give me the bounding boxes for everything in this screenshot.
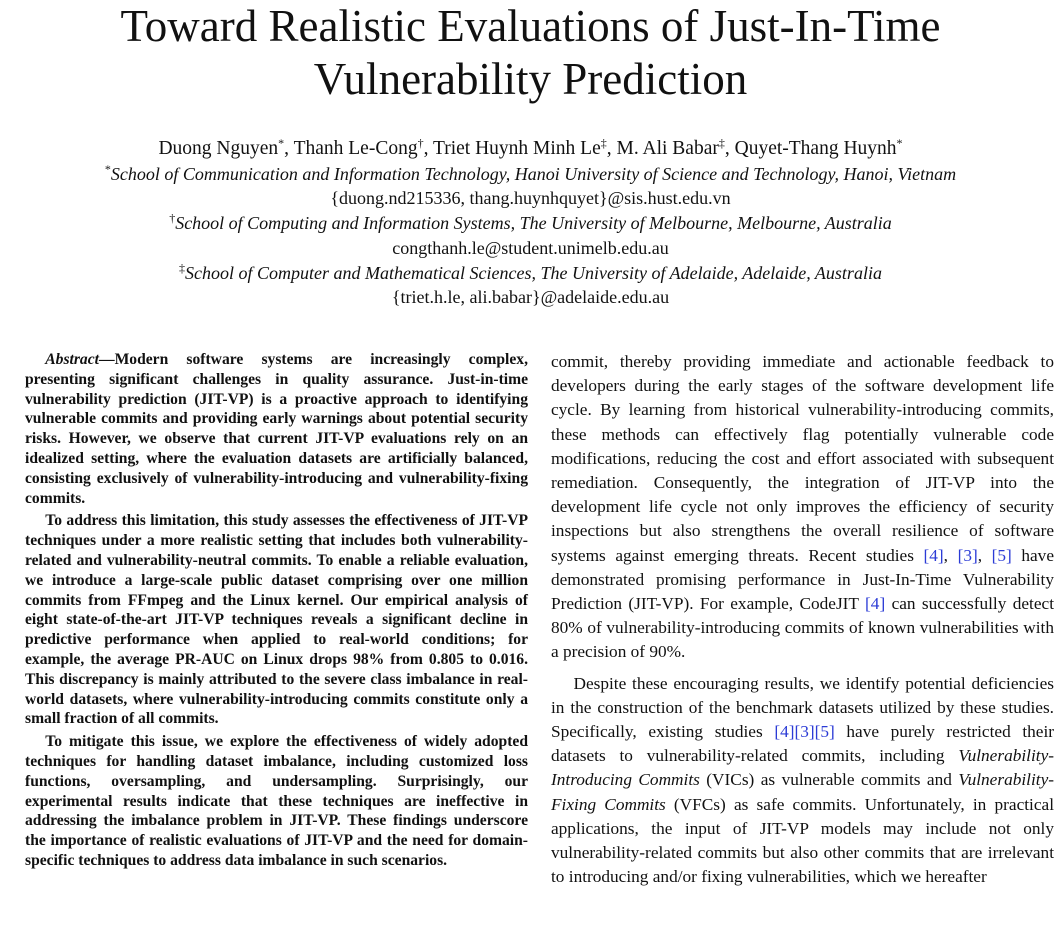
affiliation-email [0, 186, 1061, 210]
author-mark: * [278, 136, 285, 150]
affiliation-email [0, 285, 1061, 309]
citation-link[interactable]: [3] [957, 545, 978, 565]
abstract-label: Abstract [45, 351, 99, 368]
author-separator: , [284, 138, 294, 159]
body-text: can successfully detect 80% of vulnerability-introducing commits of known vulnerabilities with a precision of 90%. [551, 594, 1054, 662]
abstract-paragraph [25, 350, 528, 508]
email-text: congthanh.le@student.unimelb.edu.au [392, 238, 669, 258]
author-mark: ‡ [718, 136, 725, 150]
body-text: have demonstrated promising performance in Just-In-Time Vulnerability Prediction (JIT-VP). For example, CodeJIT [551, 545, 1054, 614]
body-text: have purely restricted their datasets to vulnerability-related commits, including [551, 722, 1055, 766]
author-separator: , [423, 138, 433, 159]
abstract-dash: — [98, 351, 115, 368]
author-separator: , [724, 138, 735, 159]
author-mark: ‡ [600, 136, 607, 150]
citation-link[interactable]: [4] [774, 722, 795, 742]
body-text: (VFCs) as safe commits. Unfortunately, in practical applications, the input of JIT-VP models may include not only vulnerability-related commits but also other commits that are irrelevant to introducing and/or fixing vulnerabilities, which we hereafter [551, 794, 1054, 887]
body-text: (VICs) as vulnerable commits and [699, 770, 959, 790]
body-column [551, 350, 1054, 889]
term-vfc: Vulnerability-Fixing Commits [551, 770, 1054, 814]
affiliation-name: School of Computer and Mathematical Sciences, The University of Adelaide, Adelaide, Australia [185, 263, 882, 283]
abstract-paragraph: To address this limitation, this study assesses the effectiveness of JIT-VP techniques under a more realistic setting that includes both vulnerability-related and vulnerability-neutral commits. To enable a reliable evaluation, we introduce a large-scale public dataset comprising over one million commits from FFmpeg and the Linux kernel. Our empirical analysis of eight state-of-the-art JIT-VP techniques reveals a significant decline in predictive performance when applied to real-world conditions; for example, the average PR-AUC on Linux drops 98% from 0.805 to 0.016. This discrepancy is mainly attributed to the severe class imbalance in real-world datasets, where vulnerability-introducing commits constitute only a small fraction of all commits. [25, 512, 528, 728]
author-name: M. Ali Babar [616, 138, 719, 159]
author-name: Triet Huynh Minh Le [432, 138, 601, 159]
affiliation-email [0, 236, 1061, 260]
abstract-column [25, 350, 528, 871]
citation-link[interactable]: [4] [923, 545, 944, 565]
abstract-text: Modern software systems are increasingly complex, presenting significant challenges in quality assurance. Just-in-time vulnerability prediction (JIT-VP) is a proactive approach to identifying vulnerable commits and providing early warnings about potential security risks. However, we observe that current JIT-VP evaluations rely on an idealized setting, where the evaluation datasets are artificially balanced, consisting exclusively of vulnerability-introducing and vulnerability-fixing commits. [25, 351, 528, 507]
abstract-paragraph: To mitigate this issue, we explore the effectiveness of widely adopted techniques for handling dataset imbalance, including customized loss functions, oversampling, and undersampling. Surprisingly, our experimental results indicate that these techniques are ineffective in addressing the imbalance problem in JIT-VP. These findings underscore the importance of realistic evaluations of JIT-VP and the need for domain-specific techniques to address data imbalance in such scenarios. [25, 733, 528, 869]
author-mark: † [417, 136, 424, 150]
body-text: Despite these encouraging results, we identify potential deficiencies in the construction of the benchmark datasets utilized by these studies. Specifically, existing studies [551, 673, 1054, 742]
citation-link[interactable]: [3] [794, 722, 815, 742]
paper-title [0, 0, 1061, 106]
author-name: Thanh Le-Cong [293, 138, 418, 159]
author-separator: , [606, 138, 617, 159]
email-text: {triet.h.le, ali.babar}@adelaide.edu.au [391, 287, 670, 307]
affiliation-name: School of Communication and Information Technology, Hanoi University of Science and Technology, Hanoi, Vietnam [110, 164, 957, 184]
affiliation-mark: ‡ [179, 261, 186, 275]
author-name: Quyet-Thang Huynh [734, 138, 897, 159]
affiliation-name: School of Computing and Information Systems, The University of Melbourne, Melbourne, Australia [175, 213, 892, 233]
term-vic: Vulnerability-Introducing Commits [551, 746, 1054, 790]
body-text: commit, thereby providing immediate and actionable feedback to developers during the early stages of the software development life cycle. By learning from historical vulnerability-introducing commits, these methods can effectively flag potentially vulnerable code modifications, reducing the cost and effort associated with subsequent remediation. Consequently, the integration of JIT-VP into the development life cycle not only improves the efficiency of security inspections but also strengthens the overall resilience of software systems against emerging threats. Recent studies [551, 352, 1054, 565]
author-mark: * [896, 136, 903, 150]
affiliation-mark: * [104, 162, 111, 176]
citation-link[interactable]: [4] [865, 594, 886, 614]
affiliation-line [0, 211, 1061, 235]
citation-link[interactable]: [5] [991, 545, 1012, 565]
affiliation-line [0, 162, 1061, 186]
affiliation-mark: † [169, 211, 176, 225]
title-line-2: Vulnerability Prediction [313, 54, 748, 104]
body-paragraph [551, 672, 1054, 890]
author-name: Duong Nguyen [158, 138, 279, 159]
body-paragraph: commit, thereby providing immediate and actionable feedback to developers during the early stages of the software development life cycle. By learning from historical vulnerability-introducing commits, these methods can effectively flag potentially vulnerable code modifications, reducing the cost and effort associated with subsequent remediation. Consequently, the integration of JIT-VP into the development life cycle not only improves the efficiency of security inspections but also strengthens the overall resilience of software systems against emerging threats. Recent studies [4], [3], [5] have demonstrated promising performance in Just-In-Time Vulnerability Prediction (JIT-VP). For example, CodeJIT [4] can successfully detect 80% of vulnerability-introducing commits of known vulnerabilities with a precision of 90%. [551, 352, 1054, 662]
title-line-1: Toward Realistic Evaluations of Just-In-Time [120, 1, 941, 51]
author-list [0, 136, 1061, 161]
email-text: {duong.nd215336, thang.huynhquyet}@sis.hust.edu.vn [330, 188, 731, 208]
affiliation-line [0, 261, 1061, 285]
citation-link[interactable]: [5] [814, 722, 835, 742]
